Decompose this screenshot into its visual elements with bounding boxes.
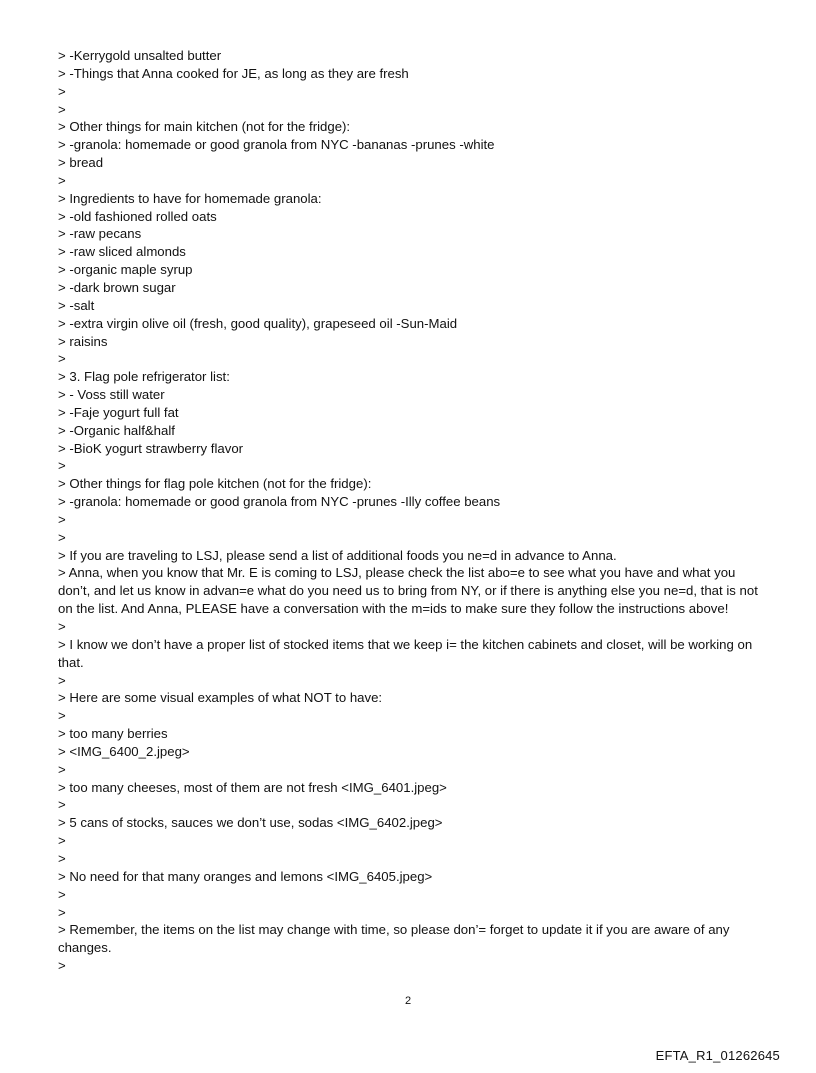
text-line: > [58,708,66,724]
text-line: > [58,904,66,920]
text-line: > [58,172,66,188]
text-line: > -old fashioned rolled oats [58,208,217,224]
text-line: > Remember, the items on the list may change with time, so please don’= forget to update it if you are aware of any [58,922,730,938]
text-line: > -Kerrygold unsalted butter [58,48,222,63]
text-line: > [58,958,66,974]
text-line: > [58,529,66,545]
text-line: > -dark brown sugar [58,279,176,295]
text-line: > Anna, when you know that Mr. E is coming to LSJ, please check the list abo=e to see what you have and what you [58,565,736,581]
text-line: > Ingredients to have for homemade granola: [58,190,322,206]
text-line: > -extra virgin olive oil (fresh, good quality), grapeseed oil -Sun-Maid [58,315,458,331]
text-line: > [58,83,66,99]
text-line: > -granola: homemade or good granola from NYC -prunes -Illy coffee beans [58,494,501,510]
text-line: > bread [58,155,104,171]
text-line: changes. [58,940,112,956]
text-line: > -Things that Anna cooked for JE, as long as they are fresh [58,65,409,81]
text-line: > [58,833,66,849]
text-line: > -BioK yogurt strawberry flavor [58,440,244,456]
text-line: > If you are traveling to LSJ, please send a list of additional foods you ne=d in advance to Anna. [58,547,617,563]
text-line: > -salt [58,297,95,313]
text-line: > -raw sliced almonds [58,244,186,260]
text-line: > [58,761,66,777]
text-line: > -Faje yogurt full fat [58,404,179,420]
document-id-footer: EFTA_R1_01262645 [655,1048,780,1063]
text-line: > -organic maple syrup [58,262,193,278]
text-line: > <IMG_6400_2.jpeg> [58,743,190,759]
text-line: > [58,511,66,527]
text-line: > [58,850,66,866]
document-body [58,47,770,975]
text-line: > I know we don’t have a proper list of stocked items that we keep i= the kitchen cabinets and closet, will be working on [58,636,753,652]
text-line: > [58,619,66,634]
page-number: 2 [404,995,412,1007]
text-line: > -granola: homemade or good granola from NYC -bananas -prunes -white [58,137,495,153]
text-line: > too many cheeses, most of them are not fresh <IMG_6401.jpeg> [58,779,447,795]
text-line: > too many berries [58,726,168,742]
text-line: > No need for that many oranges and lemons <IMG_6405.jpeg> [58,868,433,884]
text-line: > Other things for flag pole kitchen (not for the fridge): [58,476,372,492]
text-line: > 5 cans of stocks, sauces we don’t use, sodas <IMG_6402.jpeg> [58,815,443,831]
text-line: > Other things for main kitchen (not for the fridge): [58,119,351,135]
text-line: > [58,797,66,813]
text-line: don’t, and let us know in advan=e what do you need us to bring from NY, or if there is anything else you ne=d, that is not [58,583,758,599]
text-line: > [58,101,66,117]
text-line: > [58,458,66,474]
text-line: that. [58,654,84,670]
text-line: > -Organic half&half [58,422,175,438]
text-line: > Here are some visual examples of what NOT to have: [58,690,383,706]
text-line: > [58,672,66,688]
text-line: > [58,886,66,902]
text-line: > [58,351,66,367]
text-line: on the list. And Anna, PLEASE have a conversation with the m=ids to make sure they follow the instructions above! [58,601,729,617]
text-line: > raisins [58,333,108,349]
text-line: > - Voss still water [58,387,165,403]
text-line: > 3. Flag pole refrigerator list: [58,369,230,385]
text-line: > -raw pecans [58,226,142,242]
